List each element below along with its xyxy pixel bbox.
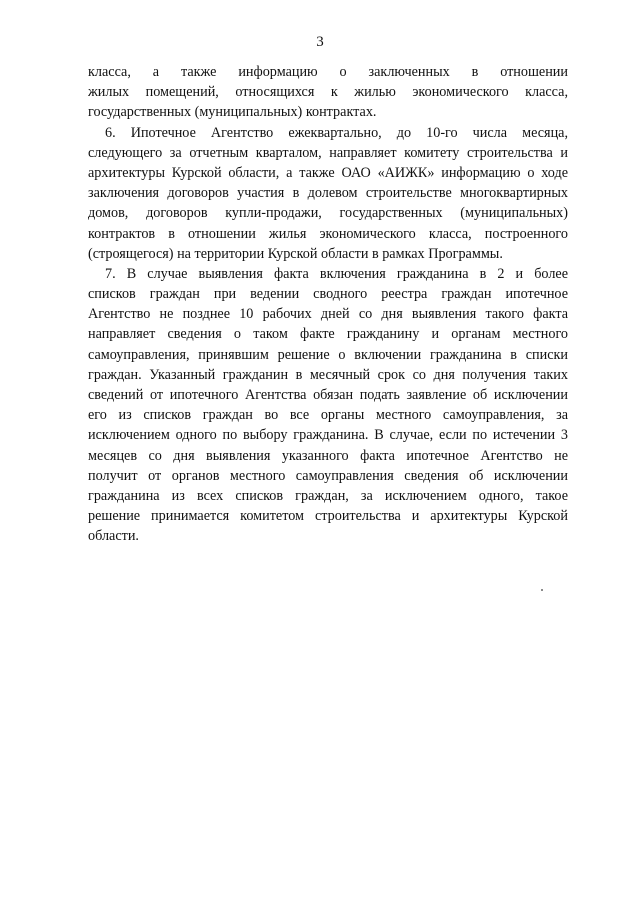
paragraph-7 <box>88 264 568 547</box>
scan-speck <box>541 589 543 591</box>
text-line: сведений от ипотечного Агентства обязан подать заявление об исключении <box>88 387 568 404</box>
body-text <box>88 62 568 547</box>
text-line: Агентство не позднее 10 рабочих дней со дня выявления такого факта <box>88 306 568 323</box>
text-line: государственных (муниципальных) контрактах. <box>88 104 377 121</box>
text-line: архитектуры Курской области, а также ОАО «АИЖК» информацию о ходе <box>88 164 568 181</box>
paragraph-continuation <box>88 62 568 123</box>
text-line: 7. В случае выявления факта включения гражданина в 2 и более <box>105 265 568 282</box>
text-line: 6. Ипотечное Агентство ежеквартально, до 10-го числа месяца, <box>105 124 568 141</box>
page-number: 3 <box>316 34 324 50</box>
text-line: класса, а также информацию о заключенных в отношении <box>88 64 568 80</box>
text-line: списков граждан при ведении сводного реестра граждан ипотечное <box>88 286 568 303</box>
text-line: жилых помещений, относящихся к жилью экономического класса, <box>88 84 568 101</box>
text-line: следующего за отчетным кварталом, направляет комитету строительства и <box>88 144 568 161</box>
text-line: гражданина из всех списков граждан, за исключением одного, такое <box>88 487 568 504</box>
text-line: его из списков граждан во все органы местного самоуправления, за <box>88 407 568 424</box>
text-line: получит от органов местного самоуправления сведения об исключении <box>88 467 568 484</box>
text-line: исключением одного по выбору гражданина. В случае, если по истечении 3 <box>88 427 568 444</box>
text-line: месяцев со дня выявления указанного факта ипотечное Агентство не <box>88 447 568 464</box>
text-line: контрактов в отношении жилья экономического класса, построенного <box>88 225 568 242</box>
text-line: решение принимается комитетом строительства и архитектуры Курской <box>88 508 568 525</box>
text-line: граждан. Указанный гражданин в месячный срок со дня получения таких <box>88 366 568 383</box>
text-line: домов, договоров купли-продажи, государственных (муниципальных) <box>88 205 568 222</box>
text-line: самоуправления, принявшим решение о включении гражданина в списки <box>88 346 568 363</box>
text-line: направляет сведения о таком факте гражданину и органам местного <box>88 326 568 343</box>
text-line: заключения договоров участия в долевом строительстве многоквартирных <box>88 185 568 202</box>
text-line: (строящегося) на территории Курской области в рамках Программы. <box>88 245 503 262</box>
paragraph-6 <box>88 123 568 264</box>
text-line: области. <box>88 528 139 545</box>
